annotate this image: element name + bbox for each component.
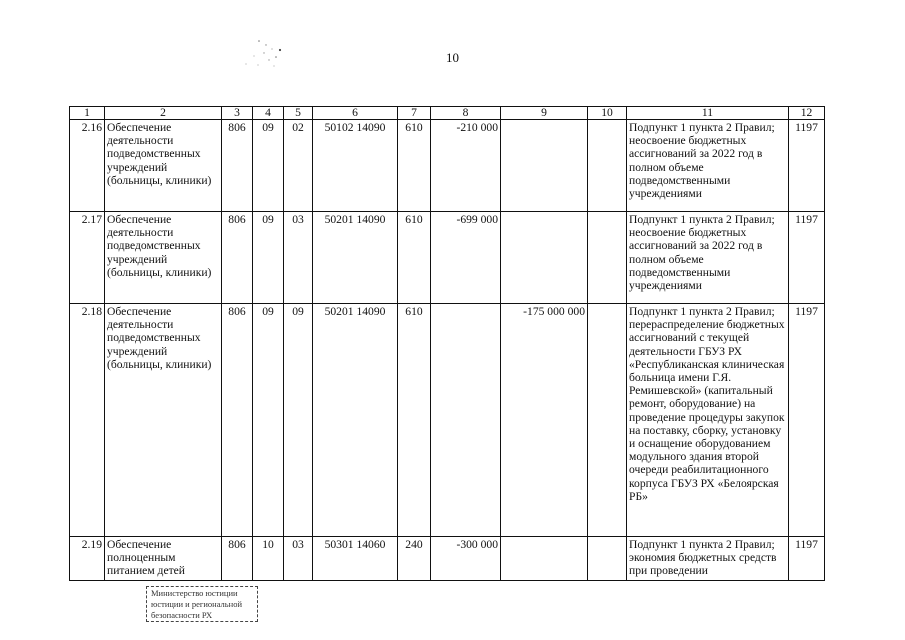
code-4: 09 (253, 120, 284, 212)
code-3: 806 (222, 120, 253, 212)
code-4: 10 (253, 537, 284, 581)
basis-text: Подпункт 1 пункта 2 Правил; перераспределение бюджетных ассигнований с текущей деятельности ГБУЗ РХ «Республиканская клиническая больница имени Г.Я. Ремишевской» (капитальный ремонт, оборудование) на проведение процедуры закупок на поставку, сборку, установку и оснащение оборудованием модульного здания второй очереди реабилитационного корпуса ГБУЗ РХ «Белоярская РБ» (627, 304, 789, 537)
table-row (70, 537, 825, 581)
basis-text: Подпункт 1 пункта 2 Правил; неосвоение бюджетных ассигнований за 2022 год в полном объеме подведомственными учреждениями (627, 120, 789, 212)
code-4: 09 (253, 304, 284, 537)
col-header-1: 1 (70, 107, 105, 120)
basis-text: Подпункт 1 пункта 2 Правил; неосвоение бюджетных ассигнований за 2022 год в полном объеме подведомственными учреждениями (627, 212, 789, 304)
col-header-3: 3 (222, 107, 253, 120)
code-7: 610 (398, 304, 431, 537)
code-12: 1197 (789, 537, 825, 581)
col-header-7: 7 (398, 107, 431, 120)
code-5: 03 (284, 212, 313, 304)
code-12: 1197 (789, 120, 825, 212)
amount-col-9 (501, 537, 588, 581)
code-7: 610 (398, 120, 431, 212)
code-3: 806 (222, 537, 253, 581)
code-5: 03 (284, 537, 313, 581)
amount-col-9 (501, 212, 588, 304)
col-header-8: 8 (431, 107, 501, 120)
col-header-9: 9 (501, 107, 588, 120)
col-header-5: 5 (284, 107, 313, 120)
scan-noise-marks (242, 38, 286, 70)
amount-col-9: -175 000 000 (501, 304, 588, 537)
amount-col-10 (588, 120, 627, 212)
row-number: 2.18 (70, 304, 105, 537)
amount-col-8: -300 000 (431, 537, 501, 581)
budget-reallocation-table (69, 106, 825, 581)
code-6: 50301 14060 (313, 537, 398, 581)
code-5: 02 (284, 120, 313, 212)
amount-col-10 (588, 212, 627, 304)
expense-name: Обеспечение полноценным питанием детей (105, 537, 222, 581)
code-5: 09 (284, 304, 313, 537)
stamp-line-2: юстиции и региональной (151, 599, 243, 609)
table-row (70, 120, 825, 212)
header-row (70, 107, 825, 120)
amount-col-8: -210 000 (431, 120, 501, 212)
col-header-4: 4 (253, 107, 284, 120)
col-header-12: 12 (789, 107, 825, 120)
code-6: 50102 14090 (313, 120, 398, 212)
expense-name: Обеспечение деятельности подведомственных учреждений (больницы, клиники) (105, 212, 222, 304)
table-row (70, 212, 825, 304)
registration-stamp (146, 586, 258, 622)
basis-text: Подпункт 1 пункта 2 Правил; экономия бюджетных средств при проведении (627, 537, 789, 581)
col-header-2: 2 (105, 107, 222, 120)
page-number: 10 (446, 50, 459, 65)
code-12: 1197 (789, 304, 825, 537)
col-header-11: 11 (627, 107, 789, 120)
col-header-6: 6 (313, 107, 398, 120)
code-4: 09 (253, 212, 284, 304)
code-7: 240 (398, 537, 431, 581)
code-3: 806 (222, 304, 253, 537)
stamp-line-3: безопасности РХ (151, 610, 213, 620)
row-number: 2.16 (70, 120, 105, 212)
code-12: 1197 (789, 212, 825, 304)
stamp-line-1: Министерство юстиции (151, 588, 238, 598)
amount-col-8 (431, 304, 501, 537)
expense-name: Обеспечение деятельности подведомственных учреждений (больницы, клиники) (105, 120, 222, 212)
code-6: 50201 14090 (313, 212, 398, 304)
amount-col-10 (588, 537, 627, 581)
amount-col-9 (501, 120, 588, 212)
col-header-10: 10 (588, 107, 627, 120)
table-row (70, 304, 825, 537)
row-number: 2.17 (70, 212, 105, 304)
code-7: 610 (398, 212, 431, 304)
row-number: 2.19 (70, 537, 105, 581)
code-6: 50201 14090 (313, 304, 398, 537)
amount-col-10 (588, 304, 627, 537)
amount-col-8: -699 000 (431, 212, 501, 304)
expense-name: Обеспечение деятельности подведомственных учреждений (больницы, клиники) (105, 304, 222, 537)
code-3: 806 (222, 212, 253, 304)
